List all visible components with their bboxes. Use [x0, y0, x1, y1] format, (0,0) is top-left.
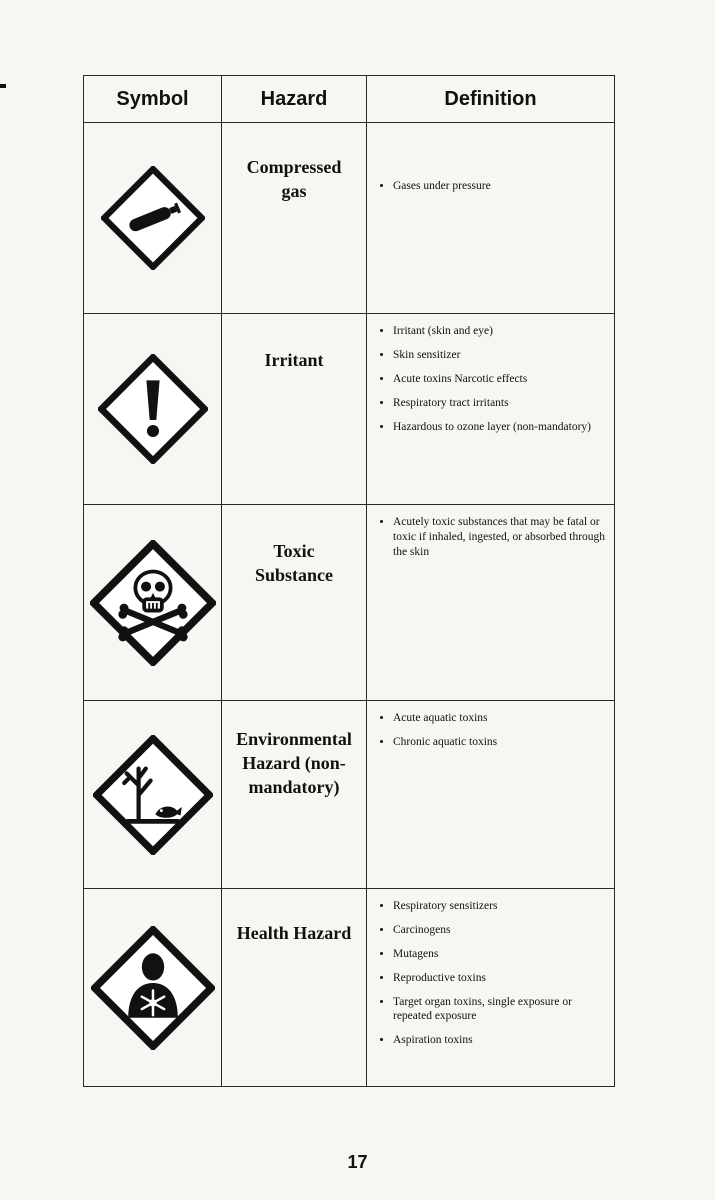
- definition-cell: [367, 314, 615, 505]
- health-hazard-icon: [91, 926, 215, 1050]
- definition-item: • Acute toxins Narcotic effects: [393, 372, 608, 386]
- header-hazard: Hazard: [222, 76, 367, 123]
- hazard-name-line: mandatory): [248, 777, 340, 797]
- definition-cell: [367, 123, 615, 314]
- hazard-cell: [222, 123, 367, 314]
- page-edge-mark: [0, 84, 6, 88]
- definition-item: • Mutagens: [393, 947, 608, 961]
- skull-crossbones-icon: [90, 540, 216, 666]
- header-definition: Definition: [367, 76, 615, 123]
- definition-item: • Respiratory sensitizers: [393, 899, 608, 913]
- symbol-cell: [84, 505, 222, 701]
- environment-icon: [93, 735, 213, 855]
- table-header-row: [84, 76, 615, 123]
- hazard-name-line: Compressed: [246, 157, 342, 177]
- hazard-name-line: Irritant: [264, 350, 324, 370]
- hazard-name-line: Substance: [254, 565, 334, 585]
- definition-item: • Skin sensitizer: [393, 348, 608, 362]
- table-row: [84, 701, 615, 889]
- definition-item: • Target organ toxins, single exposure or repeated exposure: [393, 995, 608, 1023]
- definition-item: • Chronic aquatic toxins: [393, 735, 608, 749]
- table-row: [84, 505, 615, 701]
- definition-cell: [367, 701, 615, 889]
- table-row: [84, 123, 615, 314]
- symbol-cell: [84, 889, 222, 1087]
- hazard-cell: [222, 701, 367, 889]
- page-number: 17: [347, 1152, 368, 1172]
- hazard-name-line: Health Hazard: [236, 923, 352, 943]
- exclamation-mark-icon: [98, 354, 208, 464]
- definition-cell: [367, 889, 615, 1087]
- hazard-symbol-table: [83, 75, 615, 1087]
- table-row: [84, 314, 615, 505]
- definition-item: • Respiratory tract irritants: [393, 396, 608, 410]
- symbol-cell: [84, 314, 222, 505]
- definition-item: • Irritant (skin and eye): [393, 324, 608, 338]
- definition-item: • Gases under pressure: [393, 179, 608, 193]
- hazard-cell: [222, 505, 367, 701]
- gas-cylinder-icon: [101, 166, 205, 270]
- header-symbol: Symbol: [84, 76, 222, 123]
- symbol-cell: [84, 123, 222, 314]
- symbol-cell: [84, 701, 222, 889]
- hazard-name-line: Toxic: [273, 541, 315, 561]
- hazard-name-line: gas: [281, 181, 307, 201]
- hazard-cell: [222, 889, 367, 1087]
- hazard-cell: [222, 314, 367, 505]
- hazard-name-line: Environmental: [236, 729, 352, 749]
- definition-item: • Aspiration toxins: [393, 1033, 608, 1047]
- definition-item: • Acute aquatic toxins: [393, 711, 608, 725]
- definition-item: • Reproductive toxins: [393, 971, 608, 985]
- definition-cell: [367, 505, 615, 701]
- definition-item: • Hazardous to ozone layer (non-mandatory): [393, 420, 608, 434]
- definition-item: • Acutely toxic substances that may be fatal or toxic if inhaled, ingested, or absorbed through the skin: [393, 515, 608, 560]
- definition-item: • Carcinogens: [393, 923, 608, 937]
- hazard-name-line: Hazard (non-: [242, 753, 346, 773]
- table-row: [84, 889, 615, 1087]
